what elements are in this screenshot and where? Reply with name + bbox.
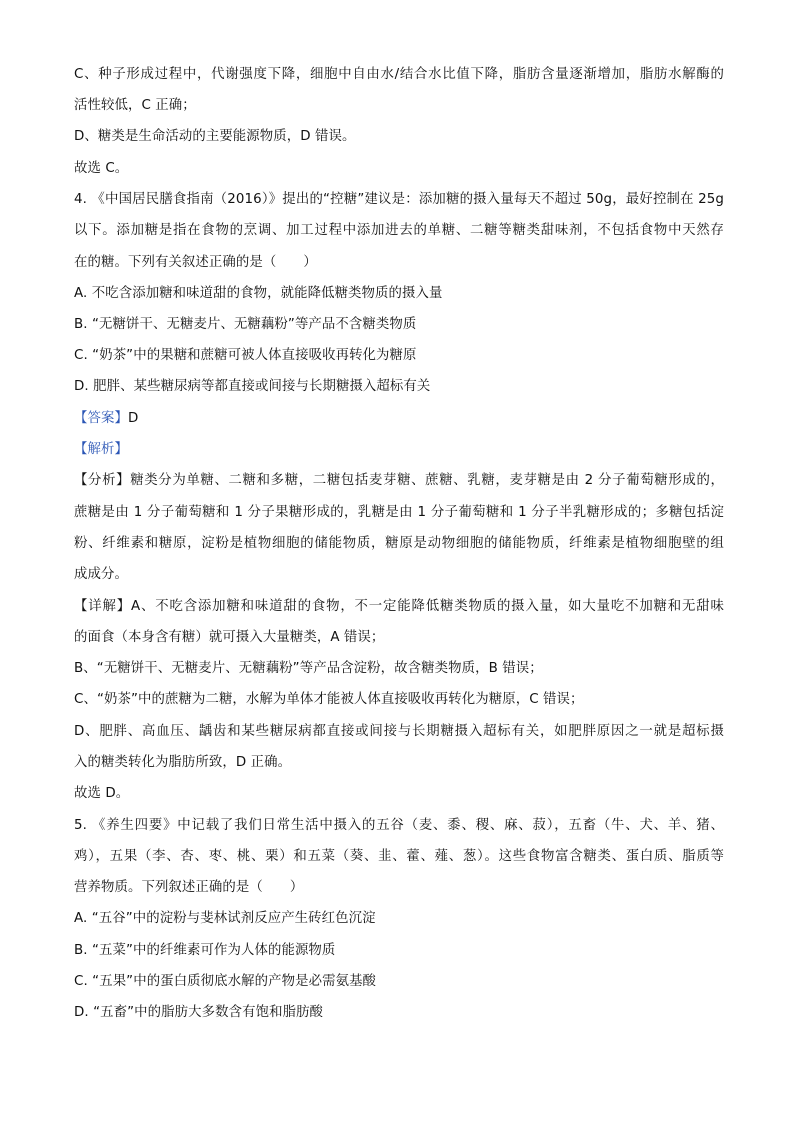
q4-xiangjie-line-1 (74, 598, 724, 616)
q5-option-a: A. “五谷”中的淀粉与斐林试剂反应产生砖红色沉淀 (74, 911, 376, 926)
q3-conclusion: 故选 C。 (74, 161, 129, 176)
q4-xiangjie-line-5: D、肥胖、高血压、龋齿和某些糖尿病都直接或间接与长期糖摄入超标有关，如肥胖原因之一就是超标摄 (74, 724, 724, 739)
q5-stem-line-2: 鸡），五果（李、杏、枣、桃、栗）和五菜（葵、韭、藿、薤、葱）。这些食物富含糖类、蛋白质、脂质等 (74, 849, 724, 864)
q4-stem-line-1: 4. 《中国居民膳食指南（2016）》提出的“控糖”建议是：添加糖的摄入量每天不超过 50g，最好控制在 25g (74, 192, 724, 207)
q5-stem-line-1: 5. 《养生四要》中记载了我们日常生活中摄入的五谷（麦、黍、稷、麻、菽），五畜（牛、犬、羊、猪、 (74, 818, 724, 833)
q5-stem-line-3: 营养物质。下列叙述正确的是（ ） (74, 880, 304, 895)
answer-label: 【答案】 (74, 411, 128, 426)
answer-value: D (127, 411, 139, 426)
q4-option-a: A. 不吃含添加糖和味道甜的食物，就能降低糖类物质的摄入量 (74, 286, 443, 301)
q4-fenxi-line-4: 成成分。 (74, 567, 128, 582)
q4-xiangjie-line-3: B、“无糖饼干、无糖麦片、无糖藕粉”等产品含淀粉，故含糖类物质，B 错误； (74, 661, 543, 676)
q4-answer (74, 410, 724, 428)
q4-xiangjie-line-6: 入的糖类转化为脂肪所致，D 正确。 (74, 755, 292, 770)
q4-option-d: D. 肥胖、某些糖尿病等都直接或间接与长期糖摄入超标有关 (74, 379, 431, 394)
q3-option-c-line-1: C、种子形成过程中，代谢强度下降，细胞中自由水/结合水比值下降，脂肪含量逐渐增加，脂肪水解酶的 (74, 67, 724, 82)
q4-option-c: C. “奶茶”中的果糖和蔗糖可被人体直接吸收再转化为糖原 (74, 348, 417, 363)
fenxi-label: 【分析】 (74, 473, 131, 488)
q4-stem-line-2: 以下。添加糖是指在食物的烹调、加工过程中添加进去的单糖、二糖等糖类甜味剂，不包括食物中天然存 (74, 223, 724, 238)
xiangjie-label: 【详解】 (74, 599, 131, 614)
q3-option-c-line-2: 活性较低，C 正确； (74, 98, 196, 113)
q5-option-b: B. “五菜”中的纤维素可作为人体的能源物质 (74, 943, 336, 958)
q4-fenxi-line-2: 蔗糖是由 1 分子葡萄糖和 1 分子果糖形成的，乳糖是由 1 分子葡萄糖和 1 分子半乳糖形成的；多糖包括淀 (74, 505, 724, 520)
q4-xiangjie-line-2: 的面食（本身含有糖）就可摄入大量糖类，A 错误； (74, 630, 385, 645)
q5-option-c: C. “五果”中的蛋白质彻底水解的产物是必需氨基酸 (74, 974, 377, 989)
analysis-label: 【解析】 (74, 442, 128, 457)
q5-option-d: D. “五畜”中的脂肪大多数含有饱和脂肪酸 (74, 1005, 324, 1020)
q4-option-b: B. “无糖饼干、无糖麦片、无糖藕粉”等产品不含糖类物质 (74, 317, 417, 332)
q4-fenxi-line-1 (74, 472, 724, 490)
q3-option-d-line: D、糖类是生命活动的主要能源物质，D 错误。 (74, 129, 356, 144)
xiangjie-text-1: A、不吃含添加糖和味道甜的食物，不一定能降低糖类物质的摄入量，如大量吃不加糖和无甜味 (130, 599, 725, 614)
q4-xiangjie-line-4: C、“奶茶”中的蔗糖为二糖，水解为单体才能被人体直接吸收再转化为糖原，C 错误； (74, 692, 584, 707)
fenxi-text-1: 糖类分为单糖、二糖和多糖，二糖包括麦芽糖、蔗糖、乳糖，麦芽糖是由 2 分子葡萄糖形成的， (130, 473, 724, 488)
q4-analysis-heading (74, 441, 724, 459)
q4-fenxi-line-3: 粉、纤维素和糖原，淀粉是植物细胞的储能物质，糖原是动物细胞的储能物质，纤维素是植物细胞壁的组 (74, 536, 724, 551)
q4-conclusion: 故选 D。 (74, 786, 130, 801)
q4-stem-line-3: 在的糖。下列有关叙述正确的是（ ） (74, 255, 317, 270)
